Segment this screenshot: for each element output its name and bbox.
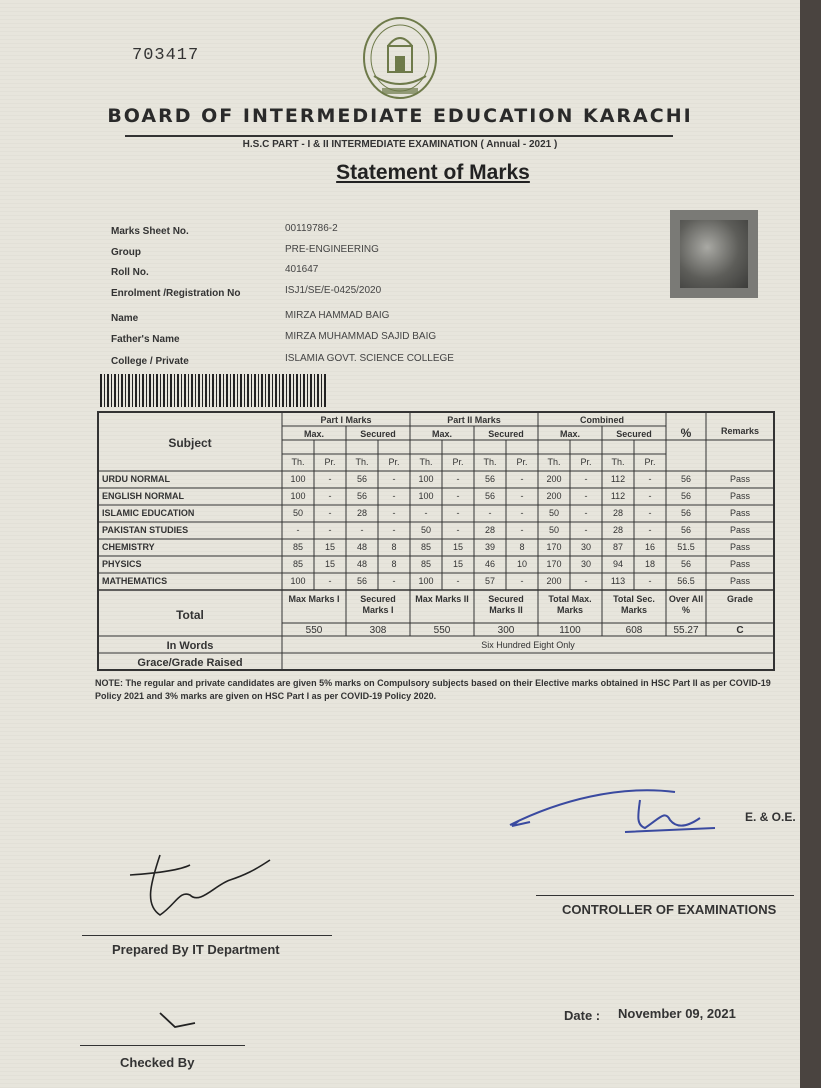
- mark-cell: 56: [356, 474, 367, 484]
- subject-name: ISLAMIC EDUCATION: [102, 508, 195, 518]
- mark-cell: 57: [484, 576, 495, 586]
- info-value: MIRZA MUHAMMAD SAJID BAIG: [285, 331, 437, 342]
- mark-cell: 15: [452, 542, 463, 552]
- mark-cell: -: [392, 525, 396, 535]
- percent-cell: 56: [680, 559, 691, 569]
- mark-cell: 56: [484, 491, 495, 501]
- mark-cell: 87: [612, 542, 623, 552]
- mark-cell: 200: [546, 474, 562, 484]
- checked-by-sig-line: [80, 1045, 245, 1046]
- mark-cell: -: [456, 525, 460, 535]
- mark-cell: -: [392, 491, 396, 501]
- date-value: November 09, 2021: [618, 1006, 736, 1021]
- subject-name: MATHEMATICS: [102, 576, 168, 586]
- controller-sig-line: [536, 895, 794, 896]
- mark-cell: -: [520, 474, 524, 484]
- total-header: Secured Marks II: [488, 594, 524, 615]
- mark-cell: 170: [546, 559, 562, 569]
- info-label: Enrolment /Registration No: [111, 288, 241, 299]
- mark-cell: 50: [420, 525, 431, 535]
- prepared-by-signature: [120, 845, 280, 925]
- mark-cell: 50: [548, 525, 559, 535]
- mark-cell: 170: [546, 542, 562, 552]
- total-value: 550: [433, 625, 451, 636]
- mark-cell: 39: [484, 542, 495, 552]
- in-words-label: In Words: [166, 640, 214, 652]
- subject-name: URDU NORMAL: [102, 474, 170, 484]
- statement-title: Statement of Marks: [336, 161, 530, 184]
- info-label: Name: [111, 313, 139, 324]
- mark-cell: 56: [356, 576, 367, 586]
- part1-max-header: Max.: [303, 429, 324, 439]
- total-header: Total Sec. Marks: [613, 594, 655, 615]
- mark-cell: -: [328, 525, 332, 535]
- info-label: Roll No.: [111, 267, 149, 278]
- board-name: BOARD OF INTERMEDIATE EDUCATION KARACHI: [107, 105, 693, 127]
- th-header: Th.: [611, 457, 625, 467]
- info-value: 00119786-2: [285, 223, 338, 234]
- mark-cell: 100: [290, 491, 306, 501]
- combined-max-header: Max.: [559, 429, 580, 439]
- mark-cell: -: [488, 508, 492, 518]
- in-words-value: Six Hundred Eight Only: [481, 640, 575, 650]
- marks-table: [96, 404, 796, 674]
- mark-cell: -: [328, 508, 332, 518]
- total-header: Secured Marks I: [360, 594, 396, 615]
- prepared-by-sig-line: [82, 935, 332, 936]
- title-divider: [125, 135, 673, 137]
- mark-cell: 112: [610, 491, 626, 501]
- info-label: College / Private: [111, 356, 189, 367]
- mark-cell: 15: [324, 559, 335, 569]
- mark-cell: 28: [612, 525, 623, 535]
- total-value: 1100: [559, 625, 581, 636]
- total-value: 300: [497, 625, 515, 636]
- mark-cell: 112: [610, 474, 626, 484]
- mark-cell: -: [584, 508, 588, 518]
- th-header: Th.: [547, 457, 561, 467]
- total-header: Grade: [726, 594, 753, 604]
- mark-cell: -: [648, 508, 652, 518]
- total-header: Max Marks I: [288, 594, 340, 604]
- mark-cell: -: [520, 525, 524, 535]
- part2-secured-header: Secured: [488, 429, 524, 439]
- mark-cell: 18: [644, 559, 655, 569]
- info-value: 401647: [285, 264, 319, 275]
- mark-cell: 30: [580, 542, 591, 552]
- part1-header: Part I Marks: [320, 415, 372, 425]
- part1-secured-header: Secured: [360, 429, 396, 439]
- total-value: 608: [625, 625, 643, 636]
- mark-cell: 28: [612, 508, 623, 518]
- remark-cell: Pass: [729, 474, 750, 484]
- checked-by-signature: [150, 1005, 210, 1035]
- pr-header: Pr.: [324, 457, 336, 467]
- grace-label: Grace/Grade Raised: [137, 657, 243, 669]
- mark-cell: 100: [418, 491, 434, 501]
- pr-header: Pr.: [580, 457, 592, 467]
- mark-cell: -: [360, 525, 364, 535]
- th-header: Th.: [355, 457, 369, 467]
- percent-cell: 56: [680, 491, 691, 501]
- mark-cell: -: [392, 508, 396, 518]
- mark-cell: -: [648, 474, 652, 484]
- prepared-by-label: Prepared By IT Department: [112, 942, 280, 957]
- info-label: Marks Sheet No.: [111, 226, 189, 237]
- date-label: Date :: [564, 1008, 601, 1023]
- mark-cell: -: [520, 508, 524, 518]
- mark-cell: 28: [356, 508, 367, 518]
- mark-cell: -: [584, 491, 588, 501]
- percent-cell: 56: [680, 474, 691, 484]
- covid-policy-note: NOTE: The regular and private candidates are given 5% marks on Compulsory subjects based on their Elective marks obtained in HSC Part II as per COVID-19 Policy 2021 and 3% marks are given on HSC Part I as per COVID-19 Policy 2020.: [95, 678, 771, 701]
- mark-cell: 10: [516, 559, 527, 569]
- total-value: 308: [369, 625, 387, 636]
- subject-name: ENGLISH NORMAL: [102, 491, 184, 501]
- mark-cell: -: [648, 491, 652, 501]
- remark-cell: Pass: [729, 542, 750, 552]
- mark-cell: -: [456, 474, 460, 484]
- mark-cell: 8: [519, 542, 525, 552]
- pr-header: Pr.: [644, 457, 656, 467]
- controller-signature: [500, 770, 730, 840]
- mark-cell: 15: [324, 542, 335, 552]
- board-crest-logo: [360, 16, 440, 106]
- mark-cell: -: [648, 576, 652, 586]
- mark-cell: 200: [546, 491, 562, 501]
- grade-value: C: [736, 625, 744, 636]
- percent-cell: 56: [680, 525, 691, 535]
- info-label: Group: [111, 247, 141, 258]
- remark-cell: Pass: [729, 576, 750, 586]
- remark-cell: Pass: [729, 525, 750, 535]
- mark-cell: -: [328, 491, 332, 501]
- mark-cell: -: [296, 525, 300, 535]
- total-header: Total Max. Marks: [548, 594, 592, 615]
- total-value: 55.27: [673, 625, 699, 636]
- mark-cell: -: [392, 576, 396, 586]
- mark-cell: -: [328, 576, 332, 586]
- mark-cell: 100: [418, 576, 434, 586]
- mark-cell: 100: [418, 474, 434, 484]
- mark-cell: -: [584, 576, 588, 586]
- info-value: ISLAMIA GOVT. SCIENCE COLLEGE: [285, 353, 454, 364]
- mark-cell: 48: [356, 559, 367, 569]
- mark-cell: 30: [580, 559, 591, 569]
- percent-header: %: [680, 426, 692, 440]
- checked-by-label: Checked By: [120, 1055, 195, 1070]
- mark-cell: 16: [644, 542, 655, 552]
- mark-cell: -: [456, 576, 460, 586]
- th-header: Th.: [419, 457, 433, 467]
- barcode: [100, 374, 328, 407]
- info-value: ISJ1/SE/E-0425/2020: [285, 285, 382, 296]
- pr-header: Pr.: [516, 457, 528, 467]
- eoe-mark: E. & O.E.: [745, 810, 796, 824]
- mark-cell: -: [520, 576, 524, 586]
- mark-cell: -: [648, 525, 652, 535]
- combined-secured-header: Secured: [616, 429, 652, 439]
- mark-cell: 113: [610, 576, 626, 586]
- total-label: Total: [176, 608, 204, 622]
- mark-cell: 50: [292, 508, 303, 518]
- pr-header: Pr.: [388, 457, 400, 467]
- mark-cell: 8: [391, 559, 397, 569]
- subject-name: PHYSICS: [102, 559, 142, 569]
- mark-cell: 46: [484, 559, 495, 569]
- controller-label: CONTROLLER OF EXAMINATIONS: [562, 902, 777, 917]
- part2-header: Part II Marks: [447, 415, 501, 425]
- total-header: Max Marks II: [415, 594, 469, 604]
- info-value: MIRZA HAMMAD BAIG: [285, 310, 390, 321]
- mark-cell: -: [424, 508, 428, 518]
- mark-cell: 85: [420, 559, 431, 569]
- info-value: PRE-ENGINEERING: [285, 244, 379, 255]
- th-header: Th.: [291, 457, 305, 467]
- total-value: 550: [305, 625, 323, 636]
- serial-number: 703417: [132, 46, 200, 65]
- part2-max-header: Max.: [431, 429, 452, 439]
- info-label: Father's Name: [111, 334, 180, 345]
- remarks-header: Remarks: [720, 426, 760, 436]
- mark-cell: 28: [484, 525, 495, 535]
- mark-cell: 56: [356, 491, 367, 501]
- subject-name: CHEMISTRY: [102, 542, 155, 552]
- remark-cell: Pass: [729, 559, 750, 569]
- mark-cell: -: [584, 474, 588, 484]
- exam-title: H.S.C PART - I & II INTERMEDIATE EXAMINATION ( Annual - 2021 ): [242, 139, 558, 150]
- mark-cell: 15: [452, 559, 463, 569]
- mark-cell: -: [328, 474, 332, 484]
- mark-cell: 85: [292, 542, 303, 552]
- mark-cell: 56: [484, 474, 495, 484]
- mark-cell: -: [520, 491, 524, 501]
- mark-cell: -: [456, 491, 460, 501]
- mark-cell: 100: [290, 474, 306, 484]
- mark-cell: -: [456, 508, 460, 518]
- mark-cell: -: [584, 525, 588, 535]
- mark-cell: 100: [290, 576, 306, 586]
- percent-cell: 51.5: [677, 542, 695, 552]
- subject-header: Subject: [168, 436, 212, 450]
- pr-header: Pr.: [452, 457, 464, 467]
- mark-cell: 8: [391, 542, 397, 552]
- mark-cell: 85: [292, 559, 303, 569]
- mark-cell: 50: [548, 508, 559, 518]
- mark-cell: -: [392, 474, 396, 484]
- percent-cell: 56: [680, 508, 691, 518]
- total-header: Over All %: [668, 594, 704, 615]
- th-header: Th.: [483, 457, 497, 467]
- student-photo: [670, 210, 758, 298]
- remark-cell: Pass: [729, 508, 750, 518]
- combined-header: Combined: [580, 415, 624, 425]
- mark-cell: 94: [612, 559, 623, 569]
- mark-cell: 85: [420, 542, 431, 552]
- mark-cell: 48: [356, 542, 367, 552]
- percent-cell: 56.5: [677, 576, 695, 586]
- remark-cell: Pass: [729, 491, 750, 501]
- mark-cell: 200: [546, 576, 562, 586]
- subject-name: PAKISTAN STUDIES: [102, 525, 189, 535]
